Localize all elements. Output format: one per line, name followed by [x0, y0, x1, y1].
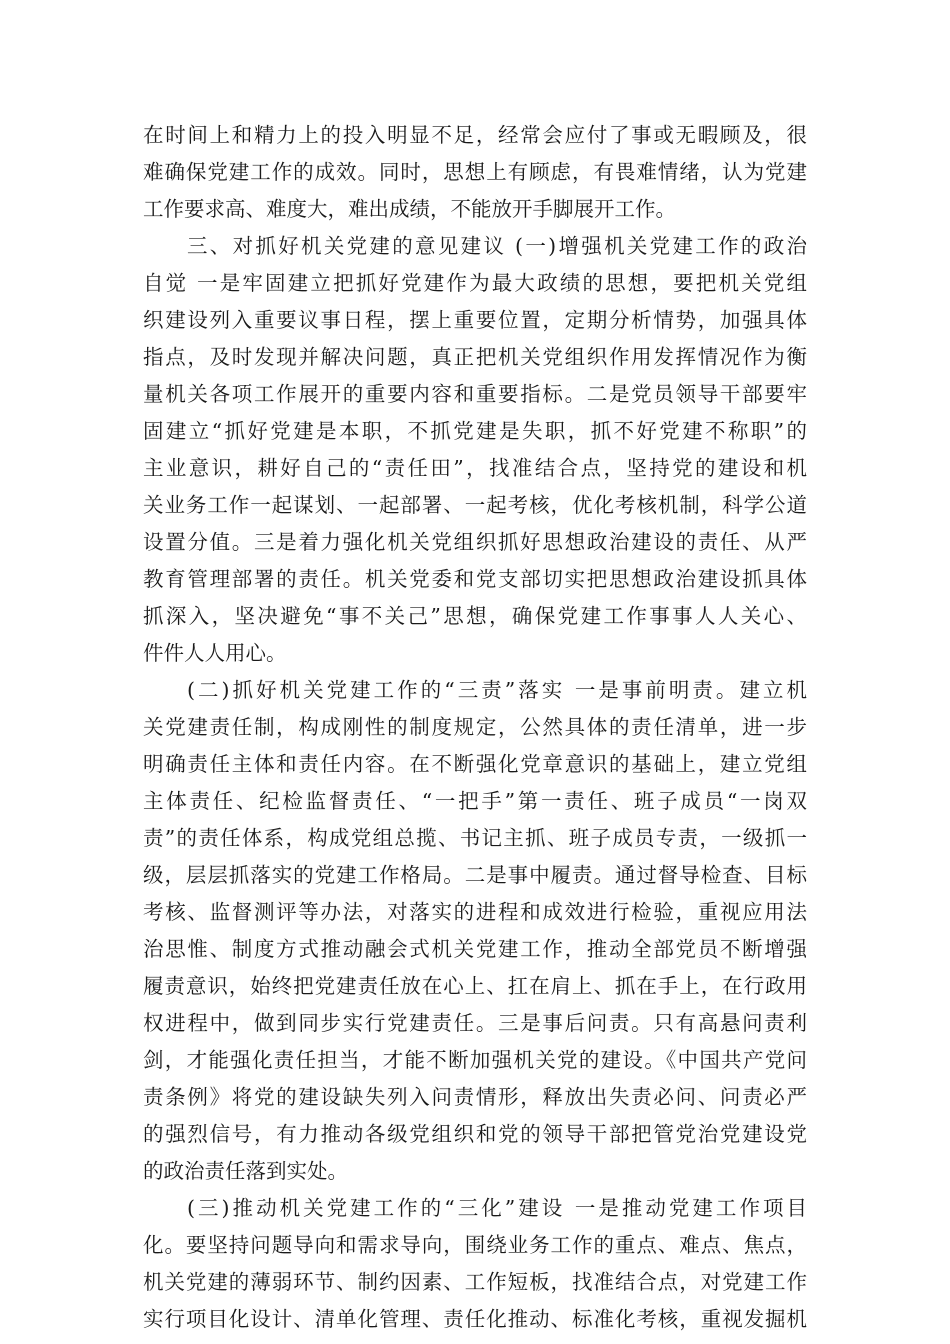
text-line: 在时间上和精力上的投入明显不足，经常会应付了事或无暇顾及，很 [143, 123, 807, 147]
document-body [143, 117, 807, 1338]
text-line: 化。要坚持问题导向和需求导向，围绕业务工作的重点、难点、焦点， [143, 1233, 807, 1257]
text-line: 设置分值。三是着力强化机关党组织抓好思想政治建设的责任、从严 [143, 530, 807, 554]
text-line: 织建设列入重要议事日程，摆上重要位置，定期分析情势，加强具体 [143, 308, 807, 332]
text-line: 责条例》将党的建设缺失列入问责情形，释放出失责必问、问责必严 [143, 1085, 807, 1109]
text-line: 实行项目化设计、清单化管理、责任化推动、标准化考核，重视发掘机 [143, 1307, 807, 1331]
text-line: 关党建责任制，构成刚性的制度规定，公然具体的责任清单，进一步 [143, 715, 807, 739]
text-line: 三、对抓好机关党建的意见建议 (一)增强机关党建工作的政治 [187, 234, 807, 258]
text-line: 固建立“抓好党建是本职，不抓党建是失职，抓不好党建不称职”的 [143, 419, 807, 443]
text-line: 机关党建的薄弱环节、制约因素、工作短板，找准结合点，对党建工作 [143, 1270, 807, 1294]
text-line: 的强烈信号，有力推动各级党组织和党的领导干部把管党治党建设党 [143, 1122, 807, 1146]
text-line: 责”的责任体系，构成党组总揽、书记主抓、班子成员专责，一级抓一 [143, 826, 807, 850]
text-line: 工作要求高、难度大，难出成绩，不能放开手脚展开工作。 [143, 197, 676, 221]
text-line: 主业意识，耕好自己的“责任田”，找准结合点，坚持党的建设和机 [143, 456, 807, 480]
text-line: 考核、监督测评等办法，对落实的进程和成效进行检验，重视应用法 [143, 900, 807, 924]
text-line: 剑，才能强化责任担当，才能不断加强机关党的建设。《中国共产党问 [143, 1048, 807, 1072]
text-line: 明确责任主体和责任内容。在不断强化党章意识的基础上，建立党组 [143, 752, 807, 776]
text-line: 权进程中，做到同步实行党建责任。三是事后问责。只有高悬问责利 [143, 1011, 807, 1035]
text-line: 指点，及时发现并解决问题，真正把机关党组织作用发挥情况作为衡 [143, 345, 807, 369]
text-line: 难确保党建工作的成效。同时，思想上有顾虑，有畏难情绪，认为党建 [143, 160, 807, 184]
text-line: 量机关各项工作展开的重要内容和重要指标。二是党员领导干部要牢 [143, 382, 807, 406]
text-line: 的政治责任落到实处。 [143, 1159, 348, 1183]
text-line: 履责意识，始终把党建责任放在心上、扛在肩上、抓在手上，在行政用 [143, 974, 807, 998]
text-line: 级，层层抓落实的党建工作格局。二是事中履责。通过督导检查、目标 [143, 863, 807, 887]
text-line: 件件人人用心。 [143, 641, 287, 665]
text-line: 主体责任、纪检监督责任、“一把手”第一责任、班子成员“一岗双 [143, 789, 807, 813]
text-line: (三)推动机关党建工作的“三化”建设 一是推动党建工作项目 [187, 1196, 807, 1220]
text-line: 治思惟、制度方式推动融会式机关党建工作，推动全部党员不断增强 [143, 937, 807, 961]
text-line: (二)抓好机关党建工作的“三责”落实 一是事前明责。建立机 [187, 678, 807, 702]
text-line: 自觉 一是牢固建立把抓好党建作为最大政绩的思想，要把机关党组 [143, 271, 807, 295]
text-line: 关业务工作一起谋划、一起部署、一起考核，优化考核机制，科学公道 [143, 493, 807, 517]
text-line: 教育管理部署的责任。机关党委和党支部切实把思想政治建设抓具体 [143, 567, 807, 591]
text-line: 抓深入，坚决避免“事不关己”思想，确保党建工作事事人人关心、 [143, 604, 807, 628]
